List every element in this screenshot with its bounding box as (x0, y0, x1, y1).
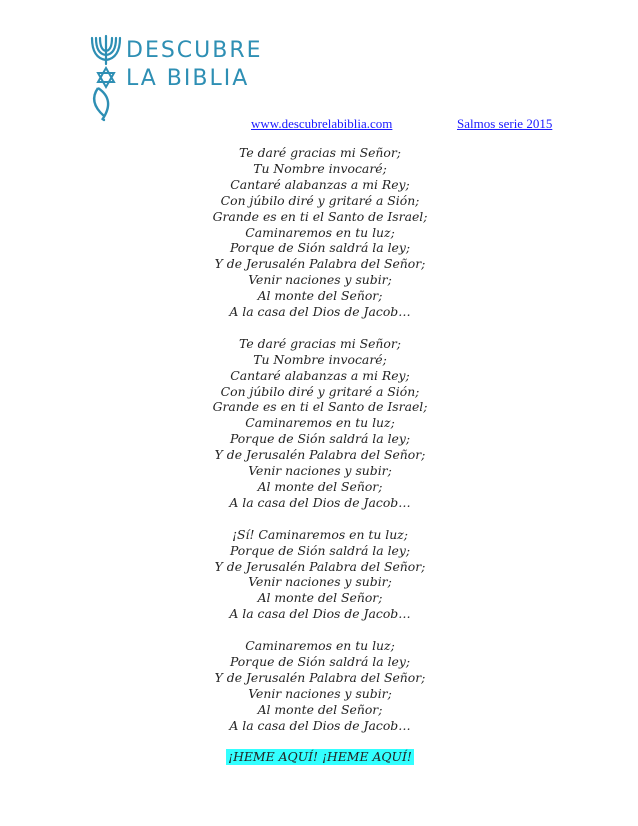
poem-line: Con júbilo diré y gritaré a Sión; (220, 383, 420, 399)
poem-line: Al monte del Señor; (257, 701, 383, 717)
poem-line: A la casa del Dios de Jacob… (229, 717, 411, 733)
poem-line: Porque de Sión saldrá la ley; (229, 653, 411, 669)
stanza (200, 638, 440, 733)
poem-line: Al monte del Señor; (257, 288, 383, 304)
poem-line: A la casa del Dios de Jacob… (229, 304, 411, 320)
poem-line: Te daré gracias mi Señor; (239, 145, 401, 160)
poem-line: Cantaré alabanzas a mi Rey; (230, 176, 410, 192)
poem-line: Al monte del Señor; (257, 479, 383, 495)
poem-line: Con júbilo diré y gritaré a Sión; (220, 192, 420, 208)
poem-line: Te daré gracias mi Señor; (239, 335, 401, 351)
poem-line: Caminaremos en tu luz; (245, 415, 395, 431)
site-link[interactable]: www.descubrelabiblia.com (251, 116, 393, 131)
poem-line: Porque de Sión saldrá la ley; (229, 240, 411, 256)
poem-line: Venir naciones y subir; (248, 272, 392, 288)
poem-line: Cantaré alabanzas a mi Rey; (230, 367, 410, 383)
stanza (200, 527, 440, 622)
poem-line: Al monte del Señor; (257, 590, 383, 606)
poem-line: Tu Nombre invocaré; (253, 351, 387, 367)
poem-line: Y de Jerusalén Palabra del Señor; (214, 558, 426, 574)
poem-line: Grande es en ti el Santo de Israel; (212, 399, 428, 415)
poem-line: A la casa del Dios de Jacob… (229, 606, 411, 622)
stanza (200, 145, 440, 320)
poem-line: Venir naciones y subir; (248, 574, 392, 590)
poem-line: Venir naciones y subir; (248, 685, 392, 701)
logo-line-1: DESCUBRE (126, 38, 263, 63)
poem-line: A la casa del Dios de Jacob… (229, 494, 411, 510)
series-link[interactable]: Salmos serie 2015 (457, 116, 553, 131)
poem-line: Tu Nombre invocaré; (253, 160, 387, 176)
poem-line: Porque de Sión saldrá la ley; (229, 431, 411, 447)
poem-line: Caminaremos en tu luz; (245, 224, 395, 240)
poem (200, 145, 440, 765)
poem-line: Y de Jerusalén Palabra del Señor; (214, 447, 426, 463)
stanza (200, 336, 440, 511)
poem-line: Y de Jerusalén Palabra del Señor; (214, 256, 426, 272)
poem-line: ¡Sí! Caminaremos en tu luz; (232, 526, 408, 542)
closing-refrain: ¡HEME AQUÍ! ¡HEME AQUÍ! (228, 749, 412, 765)
menorah-star-fish-icon (86, 28, 126, 128)
poem-line: Porque de Sión saldrá la ley; (229, 542, 411, 558)
logo-line-2: LA BIBLIA (126, 66, 250, 91)
poem-line: Grande es en ti el Santo de Israel; (212, 208, 428, 224)
poem-line: Venir naciones y subir; (248, 463, 392, 479)
poem-line: Y de Jerusalén Palabra del Señor; (214, 669, 426, 685)
poem-line: Caminaremos en tu luz; (245, 638, 395, 654)
logo (86, 28, 263, 128)
